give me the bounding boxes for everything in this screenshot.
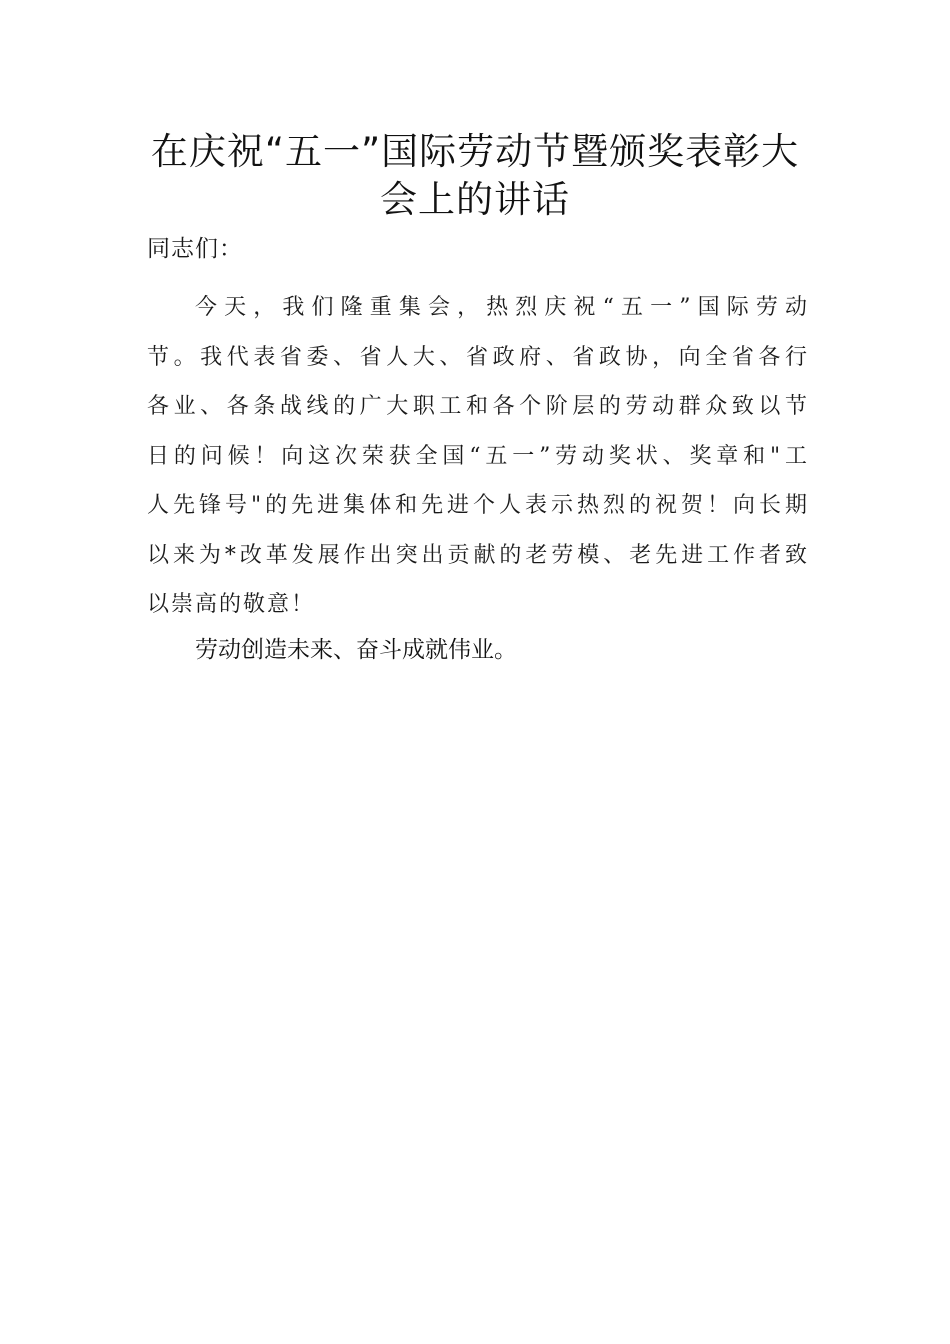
- paragraph-line-1: 今天，我们隆重集会，热烈庆祝“五一”国际劳动: [195, 295, 807, 320]
- paragraph-line-6: 以来为*改革发展作出突出贡献的老劳模、老先进工作者致: [147, 542, 807, 568]
- paragraph-line-4: 日的问候！向这次荣获全国“五一”劳动奖状、奖章和"工: [147, 443, 807, 469]
- closing-sentence: 劳动创造未来、奋斗成就伟业。: [195, 637, 517, 663]
- title-line-1: 在庆祝“五一”国际劳动节暨颁奖表彰大: [150, 130, 800, 173]
- paragraph-line-7: 以崇高的敬意！: [147, 592, 316, 617]
- paragraph-line-3: 各业、各条战线的广大职工和各个阶层的劳动群众致以节: [147, 394, 807, 419]
- paragraph-line-5: 人先锋号"的先进集体和先进个人表示热烈的祝贺！向长期: [147, 493, 807, 518]
- paragraph-line-2: 节。我代表省委、省人大、省政府、省政协，向全省各行: [147, 344, 807, 370]
- body-paragraph: [147, 283, 807, 630]
- document-title: [120, 128, 830, 224]
- salutation: 同志们：: [147, 236, 243, 262]
- title-line-2: 会上的讲话: [380, 178, 570, 221]
